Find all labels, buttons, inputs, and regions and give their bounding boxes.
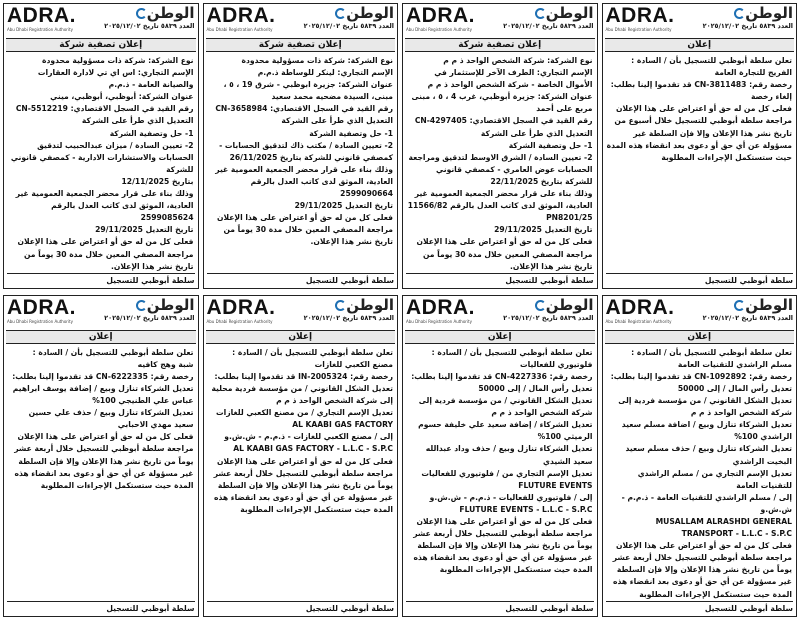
notice-line: رخصة رقم: CN-4227336 قد تقدموا إلينا بطلب: xyxy=(411,371,593,381)
alwatan-masthead xyxy=(503,5,593,30)
alwatan-swoosh-icon xyxy=(335,8,346,19)
notice-line: تعديل رأس المال / إلى 50000 xyxy=(677,383,792,393)
alwatan-logo-text: الوطن xyxy=(745,4,793,22)
notice-signature: سلطة أبوظبي للتسجيل xyxy=(7,601,195,614)
notice-line: عنوان الشركة: جزيرة أبوظبي، غرب 4 ، ٥ ، مبنى مربع على أحمد xyxy=(411,92,593,114)
adra-logo xyxy=(207,297,276,324)
notice-card xyxy=(3,3,199,289)
alwatan-masthead xyxy=(304,297,394,322)
alwatan-swoosh-icon xyxy=(335,300,346,311)
issue-number-date: العدد ٥٨٣٩ تاريخ ٢٠٢٥/١٢/٠٢ xyxy=(702,22,793,30)
notice-line: FLUTURE EVENTS - L.L.C - S.P.C xyxy=(459,504,593,514)
notice-signature: سلطة أبوظبي للتسجيل xyxy=(207,273,395,286)
notice-line: تعديل رأس المال / إلى 50000 xyxy=(478,383,593,393)
notice-line: نوع الشركة: شركة ذات مسؤولية محدودة xyxy=(42,56,194,65)
notice-signature: سلطة أبوظبي للتسجيل xyxy=(7,273,195,286)
notice-title: إعلان xyxy=(6,330,196,344)
alwatan-logo xyxy=(533,5,594,22)
alwatan-logo-text: الوطن xyxy=(545,4,594,22)
notice-title: إعلان تصفية شركة xyxy=(206,38,396,52)
notice-card xyxy=(602,3,798,289)
notice-body xyxy=(4,344,198,601)
alwatan-logo xyxy=(134,297,195,314)
notice-title: إعلان xyxy=(405,330,595,344)
notice-line: تعديل الشركاء تنازل وبيع / حذف علي حسين سعيد مهدي الاحبابي xyxy=(28,408,194,430)
adra-logo-subtitle: Abu Dhabi Registration Authority xyxy=(605,27,672,32)
adra-logo xyxy=(7,297,76,324)
issue-number-date: العدد ٥٨٣٩ تاريخ ٢٠٢٥/١٢/٠٢ xyxy=(104,22,195,30)
notice-line: FLUTURE EVENTS xyxy=(518,480,593,490)
notice-line: تعديل الشركاء / إضافة سعيد علي خليفة حسوم الرميثي 100% xyxy=(418,420,593,442)
notice-line: فعلى كل من له حق أو اعتراض على هذا الإعلان مراجعة المصفي المعين خلال مدة 30 يوماً من تاريخ نشر هذا الإعلان. xyxy=(416,237,593,271)
notice-line: إلى / مصنع الكعبي للغازات - ذ.م.م - ش.ش.و xyxy=(224,432,393,442)
notice-line: رقم القيد في السجل الاقتصادي: CN-3658984 xyxy=(215,104,393,114)
adra-logo-subtitle: Abu Dhabi Registration Authority xyxy=(206,318,273,324)
adra-logo-text: ADRA. xyxy=(605,4,675,27)
notice-line: مسلم الراشدي للتقنيات العامة xyxy=(677,359,792,369)
adra-logo xyxy=(406,5,475,32)
notice-line: تعديل الشكل القانوني / من مؤسسة فردية إلى شركة الشخص الواحد ذ م م xyxy=(418,396,593,418)
adra-logo-text: ADRA. xyxy=(206,295,276,319)
notice-signature: سلطة أبوظبي للتسجيل xyxy=(606,273,794,286)
notice-line: AL KAABI GAS FACTORY - L.L.C - S.P.C xyxy=(233,444,393,454)
adra-logo xyxy=(606,5,675,32)
alwatan-swoosh-icon xyxy=(535,300,546,311)
notice-line: الإسم التجاري: لينكر للوساطة ذ.م.م xyxy=(257,68,393,78)
notice-card xyxy=(402,3,598,289)
notice-line: 2- تعيين السادة / الشرق الاوسط لتدقيق ومراجعة الحسابات عوض العامري - كمصفي قانوني للشركة بتاريخ 22/11/2025 xyxy=(408,152,593,186)
alwatan-logo-text: الوطن xyxy=(146,295,195,314)
notice-body xyxy=(603,52,797,273)
notice-line: تعلن سلطة أبوظبي للتسجيل بأن / السادة : xyxy=(32,347,194,357)
notice-line: تعديل الشركاء تنازل وبيع / اضافة مسلم سعيد الراشدي 100% xyxy=(621,420,792,442)
notice-line: الإسم التجاري: اس اي تي لادارة العقارات والصيانة العامة - ذ.م.م xyxy=(37,68,194,90)
notice-line: فعلى كل من له حق أو اعتراض على هذا الإعلان مراجعة المصفي المعين خلال مدة 30 يوماً من تاريخ نشر هذا الإعلان. xyxy=(216,213,393,247)
alwatan-masthead xyxy=(503,297,593,322)
notice-line: تعديل الشكل القانوني / من مؤسسة فردية إلى شركة الشخص الواحد ذ م م xyxy=(618,396,792,418)
notice-line: فعلى كل من له حق أو اعتراض على هذا الإعلان مراجعة سلطة أبوظبي للتسجيل خلال أربعة عشر يوماً من تاريخ نشر هذا الإعلان وإلا فإن السلطة غير مسؤولة عن أي حق أو دعوى بعد انقضاء هذه المدة حيث ستستكمل الإجراءات المطلوبة xyxy=(14,432,194,490)
notice-line: 2- تعيين السادة / ميزان عبدالحبيب لتدقيق الحسابات والاستشارات الادارية - كمصفي قانوني للشركة xyxy=(10,140,194,174)
adra-logo-text: ADRA. xyxy=(406,4,475,27)
issue-number-date: العدد ٥٨٣٩ تاريخ ٢٠٢٥/١٢/٠٢ xyxy=(503,313,594,322)
adra-logo xyxy=(7,5,76,32)
notice-line: 1- حل وتصفية الشركة xyxy=(109,128,194,138)
notice-signature: سلطة أبوظبي للتسجيل xyxy=(406,601,594,614)
notice-line: عنوان الشركة: جزيرة ابوظبي - شرق 19 ، ٥ ، مبنى، السيدة مضحيه محمد سعيد xyxy=(223,80,393,102)
notice-line: إلى / فلوتيوري للفعاليات - ذ.م.م - ش.ش.و xyxy=(429,492,593,502)
adra-logo xyxy=(406,297,475,324)
alwatan-logo-text: الوطن xyxy=(146,4,195,22)
notice-header xyxy=(204,296,398,330)
issue-number-date: العدد ٥٨٣٩ تاريخ ٢٠٢٥/١٢/٠٢ xyxy=(702,313,793,322)
notice-line: رخصة رقم: IN-2005324 قد تقدموا إلينا بطلب: xyxy=(214,371,393,381)
alwatan-logo xyxy=(134,5,195,22)
notice-line: تعديل الإسم التجاري من / فلوتيوري للفعاليات xyxy=(421,468,593,478)
alwatan-logo-text: الوطن xyxy=(346,295,394,314)
notice-body xyxy=(403,344,597,601)
adra-logo-subtitle: Abu Dhabi Registration Authority xyxy=(406,318,472,324)
notice-line: نوع الشركة: شركة الشخص الواحد ذ م م xyxy=(443,56,593,65)
notice-line: رخصة رقم: CN-3811483 قد تقدموا إلينا بطلب: xyxy=(610,80,792,90)
adra-logo-subtitle: Abu Dhabi Registration Authority xyxy=(7,318,73,324)
notice-line: تاريخ التعديل 29/11/2025 xyxy=(95,225,194,235)
adra-logo xyxy=(207,5,276,32)
notice-body xyxy=(4,52,198,273)
notice-header xyxy=(403,4,597,38)
adra-logo xyxy=(606,297,675,324)
notice-signature: سلطة أبوظبي للتسجيل xyxy=(207,601,395,614)
notice-line: عنوان الشركة: أبوظبي، أبوظبي، ميني xyxy=(50,92,194,102)
notice-line: نوع الشركة: شركة ذات مسؤولية محدودة xyxy=(241,56,393,65)
alwatan-logo xyxy=(333,5,394,22)
issue-number-date: العدد ٥٨٣٩ تاريخ ٢٠٢٥/١٢/٠٢ xyxy=(303,22,394,30)
notice-title: إعلان تصفية شركة xyxy=(6,38,196,52)
adra-logo-subtitle: Abu Dhabi Registration Authority xyxy=(206,27,273,32)
adra-logo-text: ADRA. xyxy=(605,295,675,319)
notice-line: إلى / مسلم الراشدي للتقنيات العامة - ذ.م.م - ش.ش.و xyxy=(621,492,792,514)
notice-line: تعديل الشركاء تنازل وبيع / إضافة يوسف ابراهيم عباس علي الطنيجي 100% xyxy=(12,383,194,406)
notice-title: إعلان xyxy=(206,330,396,344)
notice-line: فعلى كل من له حق أو اعتراض على هذا الإعلان مراجعة سلطة أبوظبي للتسجيل خلال أربعة عشر يوماً من تاريخ نشر هذا الإعلان وإلا فإن السلطة غير مسؤولة عن أي حق أو دعوى بعد انقضاء هذه المدة حيث ستستكمل الإجراءات المطلوبة xyxy=(213,456,393,514)
notice-line: وذلك بناء على قرار محضر الجمعية العمومية غير العادية، الموثق لدى كاتب العدل بالرقم 2599090664 xyxy=(215,164,393,199)
adra-logo-subtitle: Abu Dhabi Registration Authority xyxy=(7,27,73,32)
notice-line: تعلن سلطة أبوظبي للتسجيل بأن / السادة : xyxy=(631,347,792,357)
notice-card xyxy=(203,295,399,617)
adra-logo-text: ADRA. xyxy=(406,295,475,319)
notice-line: رخصة رقم: CN-6222335 قد تقدموا إلينا بطلب: xyxy=(12,371,194,381)
alwatan-logo-text: الوطن xyxy=(745,295,793,314)
notice-card xyxy=(3,295,199,617)
alwatan-swoosh-icon xyxy=(136,300,147,311)
notice-header xyxy=(603,4,797,38)
alwatan-logo xyxy=(732,5,793,22)
notice-line: فعلى كل من له حق أو اعتراض على هذا الإعلان مراجعة سلطة أبوظبي للتسجيل خلال أسبوع من تاريخ نشر هذا الإعلان وإلا فإن السلطة غير مسؤولة عن أي حق أو دعوى بعد انقضاء هذه المدة حيث ستستكمل الإجراءات المطلوبة xyxy=(606,104,792,162)
alwatan-logo xyxy=(333,297,394,314)
notice-body xyxy=(403,52,597,273)
notice-line: الفريج للتجارة العامة xyxy=(714,68,792,78)
notice-line: تعلن سلطة أبوظبي للتسجيل بأن / السادة : xyxy=(631,56,792,65)
notice-line: تعلن سلطة أبوظبي للتسجيل بأن / السادة : xyxy=(232,347,393,357)
notice-signature: سلطة أبوظبي للتسجيل xyxy=(406,273,594,286)
notice-line: AL KAABI GAS FACTORY xyxy=(292,420,393,430)
notice-line: إلغاء رخصة xyxy=(750,92,792,102)
notice-line: التعديل الذي طرأ على الشركة xyxy=(281,116,393,126)
notice-title: إعلان تصفية شركة xyxy=(405,38,595,52)
notice-card xyxy=(203,3,399,289)
notice-line: وذلك بناء على قرار محضر الجمعية العمومية غير العادية، الموثق لدى كاتب العدل بالرقم 2599085624 xyxy=(15,189,194,223)
alwatan-swoosh-icon xyxy=(136,8,147,19)
notice-card xyxy=(602,295,798,617)
notice-line: تعديل الشركاء تنازل وبيع / حذف وداد عبدالله سعيد الشيدي xyxy=(425,444,593,466)
notice-line: فعلى كل من له حق أو اعتراض على هذا الإعلان مراجعة المصفي المعين خلال مدة 30 يوماً من تاريخ نشر هذا الإعلان. xyxy=(17,237,194,271)
notice-body xyxy=(603,344,797,601)
issue-number-date: العدد ٥٨٣٩ تاريخ ٢٠٢٥/١٢/٠٢ xyxy=(503,22,594,30)
alwatan-logo xyxy=(732,297,793,314)
notice-line: فعلى كل من له حق أو اعتراض على هذا الإعلان مراجعة سلطة أبوظبي للتسجيل خلال أربعة عشر يوماً من تاريخ نشر هذا الإعلان وإلا فإن السلطة غير مسؤولة عن أي حق أو دعوى بعد انقضاء هذه المدة حيث ستستكمل الإجراءات المطلوبة xyxy=(612,541,792,599)
adra-logo-text: ADRA. xyxy=(7,4,76,27)
alwatan-masthead xyxy=(703,5,793,30)
notice-line: رقم القيد في السجل الاقتصادي: CN-5512219 xyxy=(15,104,194,114)
alwatan-logo xyxy=(533,297,594,314)
notice-line: مصنع الكعبي للغازات xyxy=(314,359,393,369)
notice-card xyxy=(402,295,598,617)
notice-line: التعديل الذي طرأ على الشركة xyxy=(81,116,194,126)
alwatan-masthead xyxy=(304,5,394,30)
notice-line: 1- حل وتصفية الشركة xyxy=(309,128,393,138)
notice-line: 1- حل وتصفية الشركة xyxy=(508,140,593,150)
alwatan-masthead xyxy=(104,5,194,30)
notice-header xyxy=(4,296,198,330)
notice-line: فلوتيوري للفعاليات xyxy=(519,359,593,369)
notice-line: شبة وهج كافيه xyxy=(137,359,194,369)
notice-line: تعديل الإسم التجاري من / مسلم الراشدي للتقنيات العامة xyxy=(637,468,792,490)
notice-line: الإسم التجاري: الطرف الآخر للإستثمار في الأموال الخاصة - شركة الشخص الواحد ذ م م xyxy=(427,68,593,90)
notice-line: تاريخ التعديل 29/11/2025 xyxy=(294,201,393,211)
notice-line: 2- تعيين السادة / مكتب ذاك لتدقيق الحسابات - كمصفي قانوني للشركة بتاريخ 26/11/2025 xyxy=(219,140,393,162)
notice-header xyxy=(4,4,198,38)
alwatan-masthead xyxy=(703,297,793,322)
alwatan-swoosh-icon xyxy=(734,8,745,19)
notice-line: تعديل الإسم التجاري / من مصنع الكعبي للغازات xyxy=(216,408,393,418)
notice-line: MUSALLAM ALRASHDI GENERAL TRANSPORT - L.L.C - S.P.C xyxy=(655,517,792,539)
notice-line: تعديل الشركاء تنازل وبيع / حذف مسلم سعيد البخيت الراشدي xyxy=(625,444,792,466)
notice-line: فعلى كل من له حق أو اعتراض على هذا الإعلان مراجعة سلطة أبوظبي للتسجيل خلال أربعة عشر يوماً من تاريخ نشر هذا الإعلان وإلا فإن السلطة غير مسؤولة عن أي حق أو دعوى بعد انقضاء هذه المدة حيث ستستكمل الإجراءات المطلوبة xyxy=(413,517,593,575)
issue-number-date: العدد ٥٨٣٩ تاريخ ٢٠٢٥/١٢/٠٢ xyxy=(104,313,195,322)
alwatan-masthead xyxy=(104,297,194,322)
alwatan-logo-text: الوطن xyxy=(545,295,594,314)
notice-line: تاريخ التعديل 29/11/2025 xyxy=(494,225,593,235)
notice-line: التعديل الذي طرأ على الشركة xyxy=(480,128,593,138)
alwatan-swoosh-icon xyxy=(734,300,745,311)
adra-logo-subtitle: Abu Dhabi Registration Authority xyxy=(406,27,472,32)
notice-header xyxy=(403,296,597,330)
notice-line: رخصة رقم: CN-1092892 قد تقدموا إلينا بطلب: xyxy=(610,371,792,381)
notice-line: تعلن سلطة أبوظبي للتسجيل بأن / السادة : xyxy=(431,347,593,357)
alwatan-swoosh-icon xyxy=(535,8,546,19)
issue-number-date: العدد ٥٨٣٩ تاريخ ٢٠٢٥/١٢/٠٢ xyxy=(303,313,394,322)
notice-line: تعديل الشكل القانوني / من مؤسسة فردية محلية إلى شركة الشخص الواحد ذ م م xyxy=(211,383,393,406)
adra-logo-subtitle: Abu Dhabi Registration Authority xyxy=(605,318,672,324)
notice-line: بتاريخ 12/11/2025 xyxy=(121,176,194,186)
notice-title: إعلان xyxy=(605,38,795,52)
notice-line: رقم القيد في السجل الاقتصادي: CN-4297405 xyxy=(414,116,593,126)
notices-grid xyxy=(3,3,797,613)
notice-body xyxy=(204,344,398,601)
adra-logo-text: ADRA. xyxy=(7,295,76,319)
adra-logo-text: ADRA. xyxy=(206,4,276,27)
notice-header xyxy=(204,4,398,38)
alwatan-logo-text: الوطن xyxy=(346,4,394,22)
notice-line: وذلك بناء على قرار محضر الجمعية العمومية غير العادية، الموثق لدى كاتب العدل بالرقم 11566/82 PN8201/25 xyxy=(407,189,593,223)
notice-header xyxy=(603,296,797,330)
notice-title: إعلان xyxy=(605,330,795,344)
notice-signature: سلطة أبوظبي للتسجيل xyxy=(606,601,794,614)
notice-body xyxy=(204,52,398,273)
